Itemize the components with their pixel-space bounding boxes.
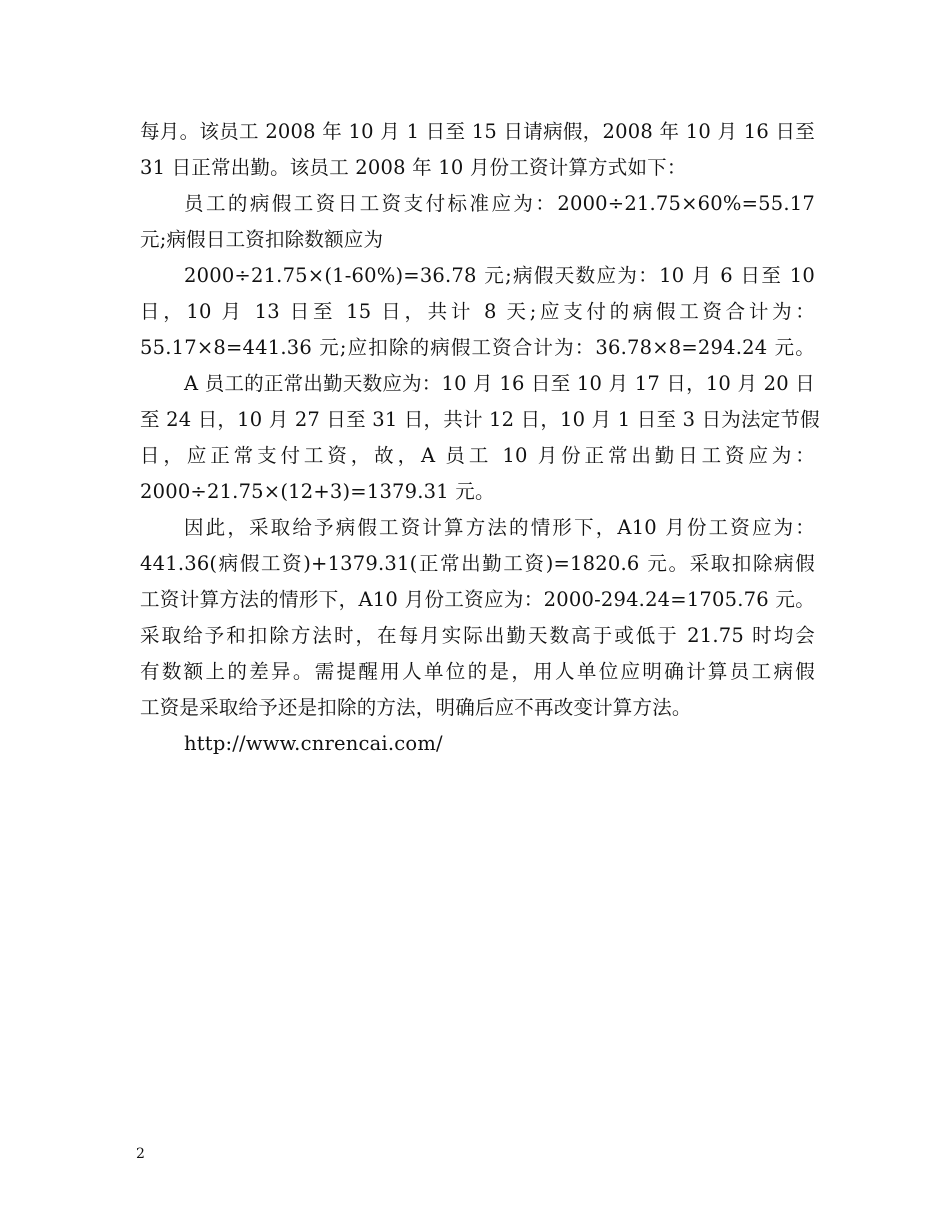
- text-line: 因此，采取给予病假工资计算方法的情形下，A10 月份工资应为：: [184, 516, 815, 539]
- page-number: 2: [136, 1146, 145, 1162]
- text-line: 工资计算方法的情形下，A10 月份工资应为：2000-294.24=1705.76 元。: [140, 588, 815, 611]
- text-line: 2000÷21.75×(1-60%)=36.78 元;病假天数应为：10 月 6 日至 10: [184, 264, 815, 287]
- text-line: 日，10 月 13 日至 15 日，共计 8 天;应支付的病假工资合计为：: [140, 300, 815, 323]
- text-line: 每月。该员工 2008 年 10 月 1 日至 15 日请病假，2008 年 10 月 16 日至: [140, 120, 815, 143]
- text-line: A 员工的正常出勤天数应为：10 月 16 日至 10 月 17 日，10 月 20 日: [184, 372, 815, 395]
- url-text: http://www.cnrencai.com/: [184, 732, 443, 755]
- text-line: 31 日正常出勤。该员工 2008 年 10 月份工资计算方式如下：: [140, 156, 687, 179]
- text-line: 员工的病假工资日工资支付标准应为：2000÷21.75×60%=55.17: [184, 192, 815, 215]
- text-line: 2000÷21.75×(12+3)=1379.31 元。: [140, 480, 495, 503]
- text-line: 元;病假日工资扣除数额应为: [140, 228, 384, 251]
- text-line: 55.17×8=441.36 元;应扣除的病假工资合计为：36.78×8=294.24 元。: [140, 336, 815, 359]
- text-line: 采取给予和扣除方法时，在每月实际出勤天数高于或低于 21.75 时均会: [140, 624, 815, 647]
- text-line: 至 24 日，10 月 27 日至 31 日，共计 12 日，10 月 1 日至 3 日为法定节假: [140, 408, 820, 431]
- text-line: 日，应正常支付工资，故，A 员工 10 月份正常出勤日工资应为：: [140, 444, 815, 467]
- text-line: 441.36(病假工资)+1379.31(正常出勤工资)=1820.6 元。采取扣除病假: [140, 552, 815, 575]
- text-line: 工资是采取给予还是扣除的方法，明确后应不再改变计算方法。: [140, 696, 692, 719]
- text-line: 有数额上的差异。需提醒用人单位的是，用人单位应明确计算员工病假: [140, 660, 815, 683]
